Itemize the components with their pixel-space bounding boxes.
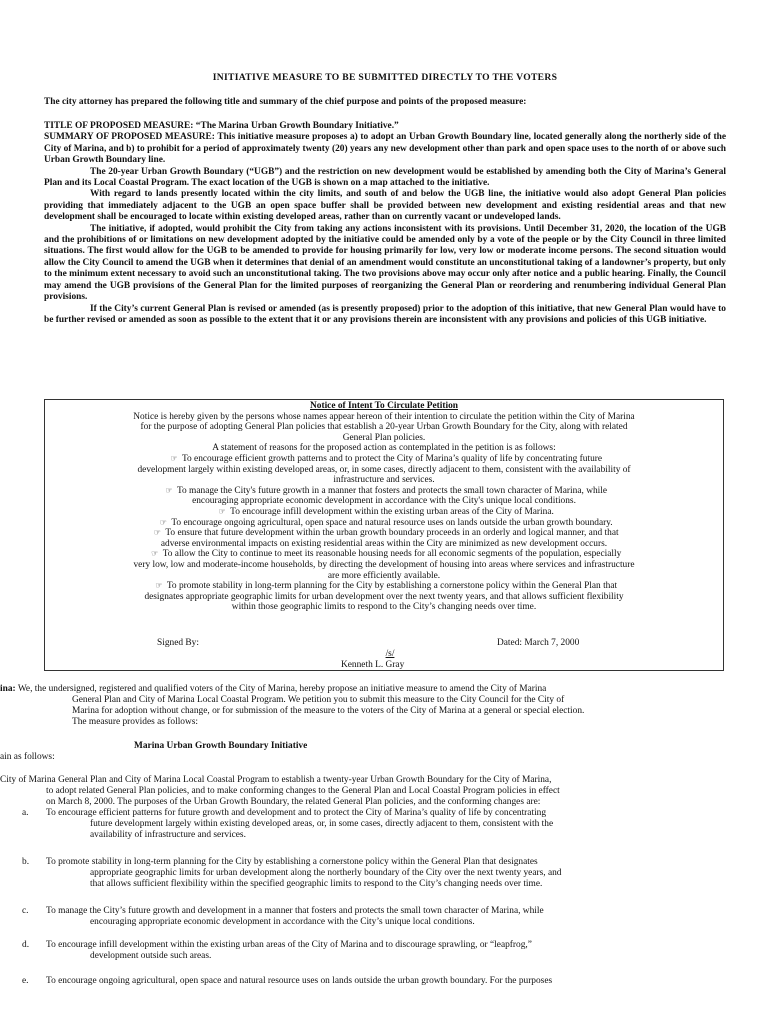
pointing-hand-icon: ☞ xyxy=(151,549,159,559)
document-heading: INITIATIVE MEASURE TO BE SUBMITTED DIRECTLY TO THE VOTERS xyxy=(212,72,558,83)
reason-item: ☞ To encourage efficient growth patterns and to protect the City of Marina’s quality of life by concentrating future xyxy=(51,454,717,465)
reason-item: ☞ To encourage infill development within the existing urban areas of the City of Marina. xyxy=(51,507,717,518)
notice-title: Notice of Intent To Circulate Petition xyxy=(310,401,458,411)
signed-by-label: Signed By: xyxy=(157,638,199,648)
summary-paragraph-4: The initiative, if adopted, would prohibit the City from taking any actions inconsistent with its provisions. Until December 31, 2020, the location of the UGB and the prohibitions of or limitations on new development adopted by the initiative could be amended only by a vote of the people or by the City Council in three limited situations. The first would allow for the UGB to be amended to provide for housing primarily for low, very low or moderate income persons. The second situation would allow the City Council to amend the UGB when it determines that denial of an amendment would constitute an unconstitutional taking of a landowner’s property, but only to the minimum extent necessary to avoid such an unconstitutional taking. The two provisions above may occur only after notice and a public hearing. Finally, the Council may amend the UGB provisions of the General Plan for the limited purposes of reorganizing the General Plan or reordering and renumbering individual General Plan provisions. xyxy=(44,223,726,303)
reason-line: within those geographic limits to respond to the City’s changing needs over time. xyxy=(231,602,537,613)
title-of-measure: TITLE OF PROPOSED MEASURE: “The Marina Urban Growth Boundary Initiative.” xyxy=(44,121,399,131)
list-item: To manage the City’s future growth and development in a manner that fosters and protects the small town character of Marina, while encouraging appropriate economic development in accordance with the City’s unique local conditions. xyxy=(46,906,544,927)
petition-lead xyxy=(0,684,730,695)
summary-paragraph-2: The 20-year Urban Growth Boundary (“UGB”) and the restriction on new development would be established by amending both the City of Marina’s General Plan and its Local Coastal Program. The exact location of the UGB is shown on a map attached to the initiative. xyxy=(44,166,726,189)
summary-paragraph-5: If the City’s current General Plan is revised or amended (as is presently proposed) prior to the adoption of this initiative, that new General Plan would have to be further revised or amended as soon as possible to the extent that it or any provisions therein are inconsistent with any provisions and policies of this UGB initiative. xyxy=(44,303,726,325)
list-item-letter: a. xyxy=(22,808,29,818)
summary-section xyxy=(44,121,726,326)
reason-item: ☞ To allow the City to continue to meet its reasonable housing needs for all economic segments of the population, especially xyxy=(51,549,717,560)
signature-mark: /s/ xyxy=(385,649,395,659)
notice-of-intent-box xyxy=(44,399,724,671)
dated-label: Dated: March 7, 2000 xyxy=(497,638,580,648)
list-item: To promote stability in long-term planning for the City by establishing a cornerstone policy within the General Plan that designates appropriate geographic limits for urban development along the northerly boundary of the City over the next twenty years, and that allows sufficient flexibility within the specified geographic limits to respond to the City’s changing needs over time. xyxy=(46,857,562,889)
pointing-hand-icon: ☞ xyxy=(159,517,167,527)
pointing-hand-icon: ☞ xyxy=(218,506,226,516)
list-item: To encourage infill development within the existing urban areas of the City of Marina and to discourage sprawling, or “leapfrog,” development outside such areas. xyxy=(46,940,532,961)
summary-paragraph-3: With regard to lands presently located within the city limits, and south of and below the UGB line, the initiative would also adopt General Plan policies providing that immediately adjacent to the UGB an open space buffer shall be provided between new development and existing residential areas and that new development shall be encouraged to locate within existing developed areas, rather than on currently vacant or undeveloped lands. xyxy=(44,189,726,223)
reason-line: designates appropriate geographic limits for urban development over the next twenty years, and that allows sufficient flexibility xyxy=(144,591,624,602)
section-intro: City of Marina General Plan and City of Marina Local Coastal Program to establish a twenty-year Urban Growth Boundary for the City of Marina, to adopt related General Plan policies, and to make conforming changes to the General Plan and Local Coastal Program policies in effect on March 8, 2000. The purposes of the Urban Growth Boundary, the related General Plan policies, and the conforming changes are: xyxy=(0,775,560,807)
reason-item: ☞ To manage the City's future growth in a manner that fosters and protects the small town character of Marina, while xyxy=(51,486,717,497)
reason-line: infrastructure and services. xyxy=(333,475,435,486)
pointing-hand-icon: ☞ xyxy=(165,485,173,495)
reason-item: ☞ To promote stability in long-term planning for the City by establishing a cornerstone policy within the General Plan that xyxy=(51,581,717,592)
notice-line: A statement of reasons for the proposed action as contemplated in the petition is as follows: xyxy=(212,443,556,454)
notice-line: General Plan policies. xyxy=(342,432,426,443)
reason-line: adverse environmental impacts on existing residential areas within the City are minimized as new development occurs. xyxy=(160,538,608,549)
pointing-hand-icon: ☞ xyxy=(170,453,178,463)
pointing-hand-icon: ☞ xyxy=(153,528,161,538)
measure-title: Marina Urban Growth Boundary Initiative xyxy=(134,741,308,751)
notice-line: Notice is hereby given by the persons whose names appear hereon of their intention to circulate the petition within the City of Marina xyxy=(133,411,635,422)
list-item: To encourage efficient patterns for future growth and development and to protect the City of Marina’s quality of life by concentrating future development largely within existing developed areas, or, in some cases, directly adjacent to them, consistent with the availability of infrastructure and services. xyxy=(46,808,554,840)
intro-paragraph: The city attorney has prepared the following title and summary of the chief purpose and points of the proposed measure: xyxy=(44,97,527,107)
list-item: To encourage ongoing agricultural, open space and natural resource uses on lands outside the urban growth boundary. For the purposes xyxy=(46,976,553,986)
list-item-letter: c. xyxy=(22,906,29,916)
pointing-hand-icon: ☞ xyxy=(155,581,163,591)
petition-lead-cont: General Plan and City of Marina Local Coastal Program. We petition you to submit this measure to the City Council for the City of Marina for adoption without change, or for submission of the measure to the voters of the City of Marina at a general or special election. The measure provides as follows: xyxy=(72,695,585,727)
summary-paragraph-1: SUMMARY OF PROPOSED MEASURE: This initiative measure proposes a) to adopt an Urban Growth Boundary line, located generally along the northerly side of the City of Marina, and b) to prohibit for a period of approximately twenty (20) years any new development other than park and open space uses to the north of or above such Urban Growth Boundary line. xyxy=(44,132,726,166)
reason-line: encouraging appropriate economic development in accordance with the City's unique local conditions. xyxy=(192,496,576,507)
list-item-letter: e. xyxy=(22,976,29,986)
petition-lead-label: ina: xyxy=(0,684,16,694)
notice-line: for the purpose of adopting General Plan policies that establish a 20-year Urban Growth Boundary for the City, along with related xyxy=(140,422,628,433)
signer-name: Kenneth L. Gray xyxy=(341,660,405,670)
petition-lead-line: We, the undersigned, registered and qualified voters of the City of Marina, hereby propose an initiative measure to amend the City of Marina xyxy=(17,684,547,694)
reason-line: are more efficiently available. xyxy=(327,570,441,581)
ordain-line: ain as follows: xyxy=(0,752,55,762)
list-item-letter: b. xyxy=(22,857,30,867)
reason-item: ☞ To ensure that future development within the urban growth boundary proceeds in an orderly and logical manner, and that xyxy=(51,528,717,539)
reason-line: development largely within existing developed areas, or, in some cases, directly adjacent to them, consistent with the availability of xyxy=(137,464,631,475)
list-item-letter: d. xyxy=(22,940,30,950)
reason-item: ☞ To encourage ongoing agricultural, open space and natural resource uses on lands outside the urban growth boundary. xyxy=(51,518,717,529)
reason-line: very low, low and moderate-income households, by directing the development of housing into areas where services and infrastructure xyxy=(133,559,635,570)
